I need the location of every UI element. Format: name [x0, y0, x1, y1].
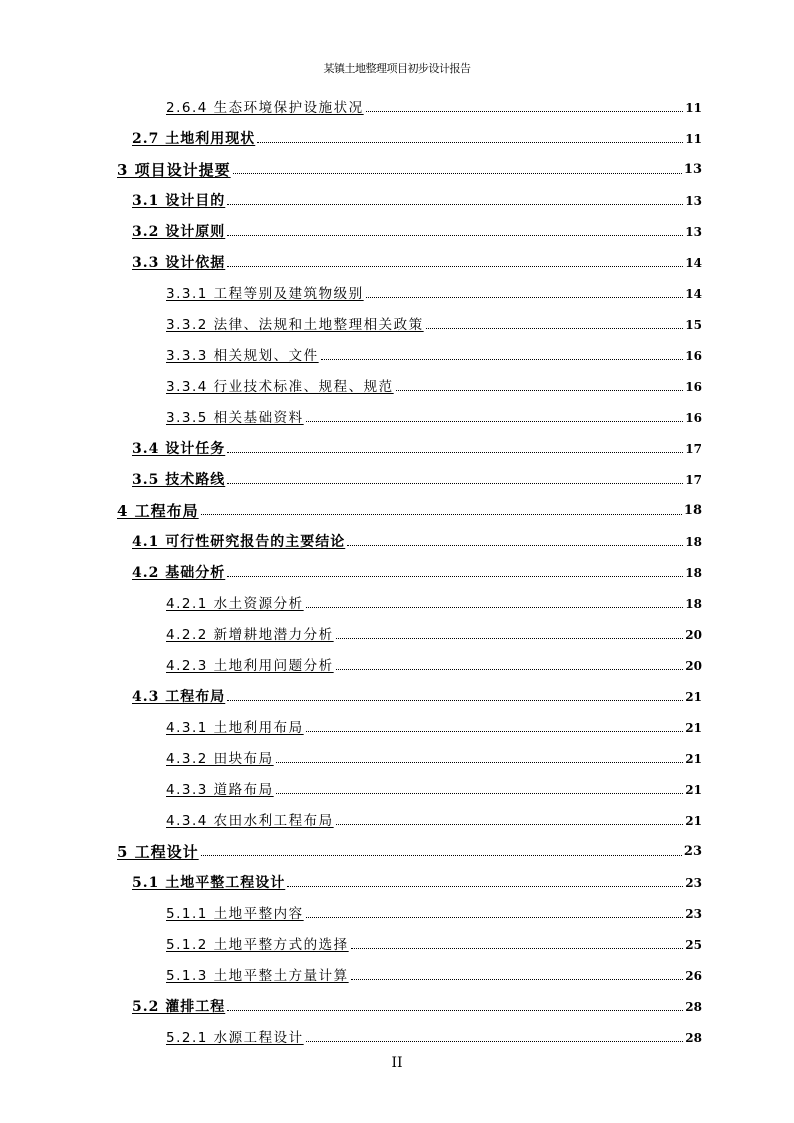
toc-entry-page: 11 [685, 132, 702, 146]
toc-leader-dots [227, 699, 683, 701]
toc-leader-dots [351, 978, 684, 980]
toc-entry-page: 13 [685, 225, 702, 239]
toc-entry-title[interactable]: 5 工程设计 [117, 843, 199, 861]
toc-entry-page: 15 [685, 318, 702, 332]
toc-entry[interactable] [132, 685, 702, 705]
toc-leader-dots [396, 389, 684, 391]
toc-entry[interactable] [166, 654, 702, 674]
toc-entry-page: 17 [685, 473, 702, 487]
toc-leader-dots [233, 172, 682, 174]
toc-entry-page: 16 [685, 411, 702, 425]
toc-entry-page: 13 [685, 194, 702, 208]
toc-leader-dots [201, 854, 682, 856]
toc-leader-dots [227, 1009, 683, 1011]
page-number: II [391, 1055, 403, 1071]
toc-entry[interactable] [117, 158, 702, 178]
toc-leader-dots [227, 575, 683, 577]
toc-entry[interactable] [166, 778, 702, 798]
toc-entry-page: 13 [683, 162, 702, 177]
toc-entry-title[interactable]: 3.3.1 工程等别及建筑物级别 [166, 286, 364, 302]
toc-entry-title[interactable]: 3.4 设计任务 [132, 441, 226, 457]
toc-entry[interactable] [132, 995, 702, 1015]
toc-entry[interactable] [166, 592, 702, 612]
toc-leader-dots [366, 296, 684, 298]
toc-entry-title[interactable]: 4.1 可行性研究报告的主要结论 [132, 534, 346, 550]
toc-entry-title[interactable]: 4.3 工程布局 [132, 689, 226, 705]
toc-entry-page: 23 [685, 876, 702, 890]
toc-entry-title[interactable]: 3 项目设计提要 [117, 161, 231, 179]
toc-entry[interactable] [166, 933, 702, 953]
toc-entry-page: 18 [685, 566, 702, 580]
toc-entry[interactable] [166, 406, 702, 426]
toc-entry-page: 23 [683, 844, 702, 859]
toc-entry-page: 21 [685, 783, 702, 797]
toc-entry-title[interactable]: 3.3.5 相关基础资料 [166, 410, 304, 426]
toc-leader-dots [227, 234, 683, 236]
toc-entry[interactable] [132, 468, 702, 488]
toc-leader-dots [227, 482, 683, 484]
toc-leader-dots [306, 420, 684, 422]
toc-leader-dots [201, 513, 682, 515]
toc-entry-page: 25 [685, 938, 702, 952]
toc-leader-dots [276, 792, 684, 794]
toc-entry-page: 21 [685, 690, 702, 704]
toc-entry-page: 14 [685, 287, 702, 301]
toc-entry-title[interactable]: 4.2.3 土地利用问题分析 [166, 658, 334, 674]
toc-entry-title[interactable]: 5.1.1 土地平整内容 [166, 906, 304, 922]
toc-entry-title[interactable]: 4.3.1 土地利用布局 [166, 720, 304, 736]
toc-entry-page: 28 [685, 1000, 702, 1014]
toc-entry-title[interactable]: 5.2.1 水源工程设计 [166, 1030, 304, 1046]
toc-entry[interactable] [166, 313, 702, 333]
toc-entry-title[interactable]: 4 工程布局 [117, 502, 199, 520]
toc-leader-dots [227, 203, 683, 205]
toc-leader-dots [336, 823, 684, 825]
toc-entry[interactable] [166, 344, 702, 364]
toc-entry-title[interactable]: 2.7 土地利用现状 [132, 131, 256, 147]
toc-entry-title[interactable]: 4.2 基础分析 [132, 565, 226, 581]
toc-entry-page: 26 [685, 969, 702, 983]
toc-leader-dots [227, 265, 683, 267]
toc-entry-title[interactable]: 3.3.4 行业技术标准、规程、规范 [166, 379, 394, 395]
toc-entry-title[interactable]: 4.3.2 田块布局 [166, 751, 274, 767]
toc-entry-page: 18 [683, 503, 702, 518]
toc-entry-page: 20 [685, 628, 702, 642]
running-header: 某镇土地整理项目初步设计报告 [323, 62, 471, 75]
toc-leader-dots [257, 141, 683, 143]
toc-entry[interactable] [166, 282, 702, 302]
toc-leader-dots [347, 544, 683, 546]
toc-leader-dots [336, 668, 684, 670]
toc-entry-title[interactable]: 2.6.4 生态环境保护设施状况 [166, 100, 364, 116]
toc-entry-title[interactable]: 4.2.1 水土资源分析 [166, 596, 304, 612]
toc-leader-dots [227, 451, 683, 453]
toc-entry-title[interactable]: 4.3.3 道路布局 [166, 782, 274, 798]
toc-entry-title[interactable]: 3.5 技术路线 [132, 472, 226, 488]
toc-entry[interactable] [132, 871, 702, 891]
toc-entry-title[interactable]: 5.1.3 土地平整土方量计算 [166, 968, 349, 984]
toc-entry-page: 23 [685, 907, 702, 921]
toc-entry[interactable] [166, 809, 702, 829]
toc-entry-title[interactable]: 3.3.2 法律、法规和土地整理相关政策 [166, 317, 424, 333]
toc-entry[interactable] [117, 840, 702, 860]
toc-entry-page: 21 [685, 752, 702, 766]
toc-entry[interactable] [166, 375, 702, 395]
toc-leader-dots [276, 761, 684, 763]
toc-entry-title[interactable]: 5.1.2 土地平整方式的选择 [166, 937, 349, 953]
toc-leader-dots [306, 1040, 684, 1042]
toc-entry[interactable] [132, 127, 702, 147]
toc-leader-dots [306, 730, 684, 732]
toc-entry[interactable] [166, 96, 702, 116]
toc-entry-title[interactable]: 3.2 设计原则 [132, 224, 226, 240]
toc-entry[interactable] [117, 499, 702, 519]
toc-entry[interactable] [132, 251, 702, 271]
toc-leader-dots [306, 606, 684, 608]
toc-entry-title[interactable]: 5.2 灌排工程 [132, 999, 226, 1015]
toc-leader-dots [336, 637, 684, 639]
toc-entry-page: 17 [685, 442, 702, 456]
toc-entry-title[interactable]: 3.1 设计目的 [132, 193, 226, 209]
toc-entry-title[interactable]: 3.3 设计依据 [132, 255, 226, 271]
toc-entry[interactable] [166, 623, 702, 643]
toc-entry[interactable] [132, 561, 702, 581]
toc-entry-page: 18 [685, 535, 702, 549]
toc-leader-dots [306, 916, 684, 918]
toc-entry-title[interactable]: 3.3.3 相关规划、文件 [166, 348, 319, 364]
toc-entry-title[interactable]: 5.1 土地平整工程设计 [132, 875, 286, 891]
toc-entry[interactable] [166, 747, 702, 767]
toc-entry[interactable] [132, 530, 702, 550]
toc-entry-title[interactable]: 4.3.4 农田水利工程布局 [166, 813, 334, 829]
toc-entry-page: 16 [685, 349, 702, 363]
toc-entry-page: 20 [685, 659, 702, 673]
toc-entry[interactable] [166, 964, 702, 984]
toc-entry[interactable] [166, 902, 702, 922]
toc-entry[interactable] [166, 716, 702, 736]
toc-entry-title[interactable]: 4.2.2 新增耕地潜力分析 [166, 627, 334, 643]
toc-entry-page: 16 [685, 380, 702, 394]
toc-entry[interactable] [166, 1026, 702, 1046]
toc-entry-page: 21 [685, 814, 702, 828]
toc-entry-page: 14 [685, 256, 702, 270]
toc-entry[interactable] [132, 189, 702, 209]
toc-leader-dots [426, 327, 684, 329]
toc-entry-page: 28 [685, 1031, 702, 1045]
toc-entry[interactable] [132, 437, 702, 457]
toc-entry-page: 21 [685, 721, 702, 735]
toc-entry-page: 18 [685, 597, 702, 611]
toc-leader-dots [321, 358, 684, 360]
toc-leader-dots [351, 947, 684, 949]
toc-leader-dots [287, 885, 683, 887]
toc-entry[interactable] [132, 220, 702, 240]
toc-leader-dots [366, 110, 684, 112]
toc-entry-page: 11 [685, 101, 702, 115]
